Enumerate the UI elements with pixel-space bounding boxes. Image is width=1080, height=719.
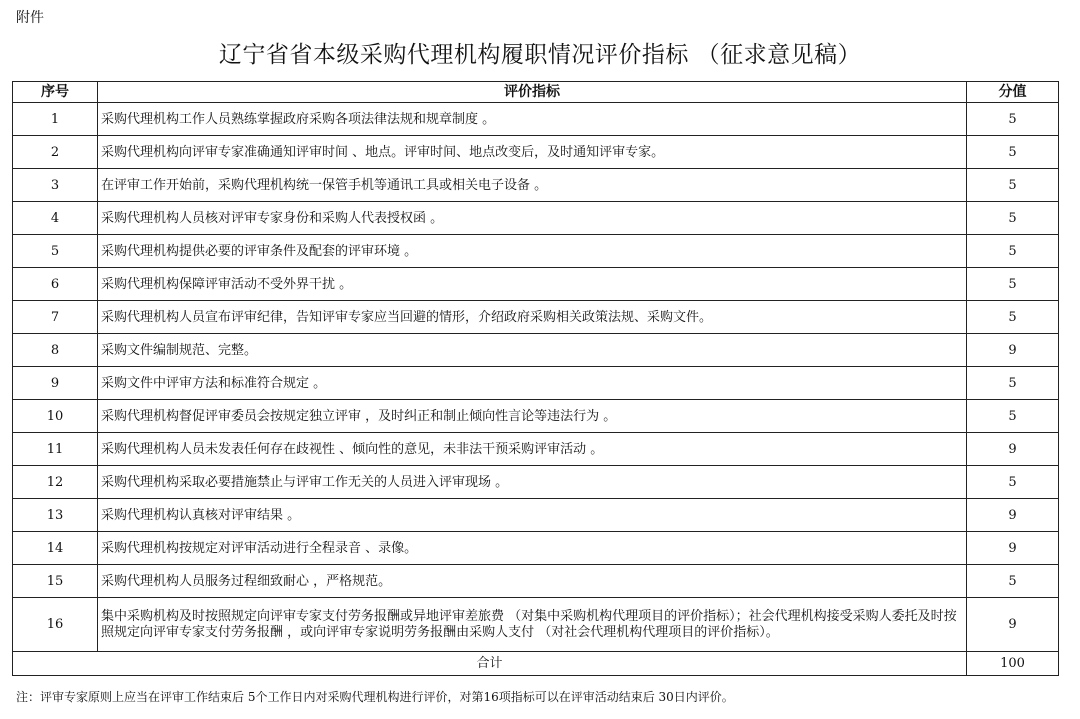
- row-score: 5: [967, 400, 1059, 433]
- row-score: 9: [967, 433, 1059, 466]
- table-row: [13, 466, 1059, 499]
- row-score: 5: [967, 136, 1059, 169]
- row-indicator: 采购代理机构认真核对评审结果 。: [98, 499, 967, 532]
- row-score: 5: [967, 103, 1059, 136]
- header-score: 分值: [967, 82, 1059, 103]
- row-score: 9: [967, 532, 1059, 565]
- row-indicator: 集中采购机构及时按照规定向评审专家支付劳务报酬或异地评审差旅费 （对集中采购机构代理项目的评价指标）；社会代理机构接受采购人委托及时按照规定向评审专家支付劳务报酬 ，或向评审专家说明劳务报酬由采购人支付 （对社会代理机构代理项目的评价指标）。: [98, 598, 967, 652]
- row-seq: 14: [13, 532, 98, 565]
- row-indicator: 采购代理机构保障评审活动不受外界干扰 。: [98, 268, 967, 301]
- row-seq: 7: [13, 301, 98, 334]
- row-indicator: 采购代理机构按规定对评审活动进行全程录音 、录像。: [98, 532, 967, 565]
- row-seq: 1: [13, 103, 98, 136]
- row-seq: 6: [13, 268, 98, 301]
- table-row: [13, 565, 1059, 598]
- table-row: [13, 499, 1059, 532]
- row-indicator: 采购代理机构工作人员熟练掌握政府采购各项法律法规和规章制度 。: [98, 103, 967, 136]
- row-seq: 3: [13, 169, 98, 202]
- row-score: 5: [967, 466, 1059, 499]
- row-seq: 4: [13, 202, 98, 235]
- row-seq: 11: [13, 433, 98, 466]
- row-seq: 10: [13, 400, 98, 433]
- total-score: 100: [967, 652, 1059, 676]
- row-indicator: 采购文件编制规范、完整。: [98, 334, 967, 367]
- total-label: 合计: [13, 652, 967, 676]
- row-seq: 9: [13, 367, 98, 400]
- row-score: 5: [967, 565, 1059, 598]
- row-indicator: 采购文件中评审方法和标准符合规定 。: [98, 367, 967, 400]
- row-seq: 8: [13, 334, 98, 367]
- table-row: [13, 301, 1059, 334]
- row-indicator: 采购代理机构人员未发表任何存在歧视性 、倾向性的意见，未非法干预采购评审活动 。: [98, 433, 967, 466]
- row-score: 5: [967, 268, 1059, 301]
- row-seq: 2: [13, 136, 98, 169]
- row-indicator: 采购代理机构督促评审委员会按规定独立评审 ，及时纠正和制止倾向性言论等违法行为 。: [98, 400, 967, 433]
- row-score: 5: [967, 235, 1059, 268]
- footnote: 注：评审专家原则上应当在评审工作结束后 5个工作日内对采购代理机构进行评价，对第16项指标可以在评审活动结束后 30日内评价。: [16, 690, 734, 704]
- table-row: [13, 103, 1059, 136]
- header-indicator: 评价指标: [98, 82, 967, 103]
- table-body: [13, 103, 1059, 676]
- row-score: 9: [967, 334, 1059, 367]
- table-row: [13, 598, 1059, 652]
- table-row: [13, 268, 1059, 301]
- header-seq: 序号: [13, 82, 98, 103]
- row-score: 5: [967, 169, 1059, 202]
- document-title: 辽宁省省本级采购代理机构履职情况评价指标 （征求意见稿）: [218, 42, 862, 68]
- row-indicator: 采购代理机构人员宣布评审纪律，告知评审专家应当回避的情形，介绍政府采购相关政策法规、采购文件。: [98, 301, 967, 334]
- row-score: 5: [967, 367, 1059, 400]
- table-row: [13, 334, 1059, 367]
- table-row: [13, 136, 1059, 169]
- row-indicator: 采购代理机构提供必要的评审条件及配套的评审环境 。: [98, 235, 967, 268]
- table-row: [13, 367, 1059, 400]
- row-score: 5: [967, 202, 1059, 235]
- row-seq: 12: [13, 466, 98, 499]
- row-indicator: 采购代理机构人员服务过程细致耐心 ，严格规范。: [98, 565, 967, 598]
- table-row: [13, 433, 1059, 466]
- table-row: [13, 235, 1059, 268]
- total-row: [13, 652, 1059, 676]
- row-score: 9: [967, 598, 1059, 652]
- table-row: [13, 532, 1059, 565]
- row-seq: 16: [13, 598, 98, 652]
- row-indicator: 采购代理机构人员核对评审专家身份和采购人代表授权函 。: [98, 202, 967, 235]
- evaluation-table: [12, 81, 1059, 676]
- table-header-row: [13, 82, 1059, 103]
- row-score: 5: [967, 301, 1059, 334]
- row-indicator: 在评审工作开始前，采购代理机构统一保管手机等通讯工具或相关电子设备 。: [98, 169, 967, 202]
- row-indicator: 采购代理机构向评审专家准确通知评审时间 、地点。评审时间、地点改变后，及时通知评审专家。: [98, 136, 967, 169]
- row-seq: 5: [13, 235, 98, 268]
- table-row: [13, 202, 1059, 235]
- row-score: 9: [967, 499, 1059, 532]
- row-indicator: 采购代理机构采取必要措施禁止与评审工作无关的人员进入评审现场 。: [98, 466, 967, 499]
- attachment-label: 附件: [16, 10, 44, 26]
- table-row: [13, 169, 1059, 202]
- row-seq: 13: [13, 499, 98, 532]
- table-row: [13, 400, 1059, 433]
- row-seq: 15: [13, 565, 98, 598]
